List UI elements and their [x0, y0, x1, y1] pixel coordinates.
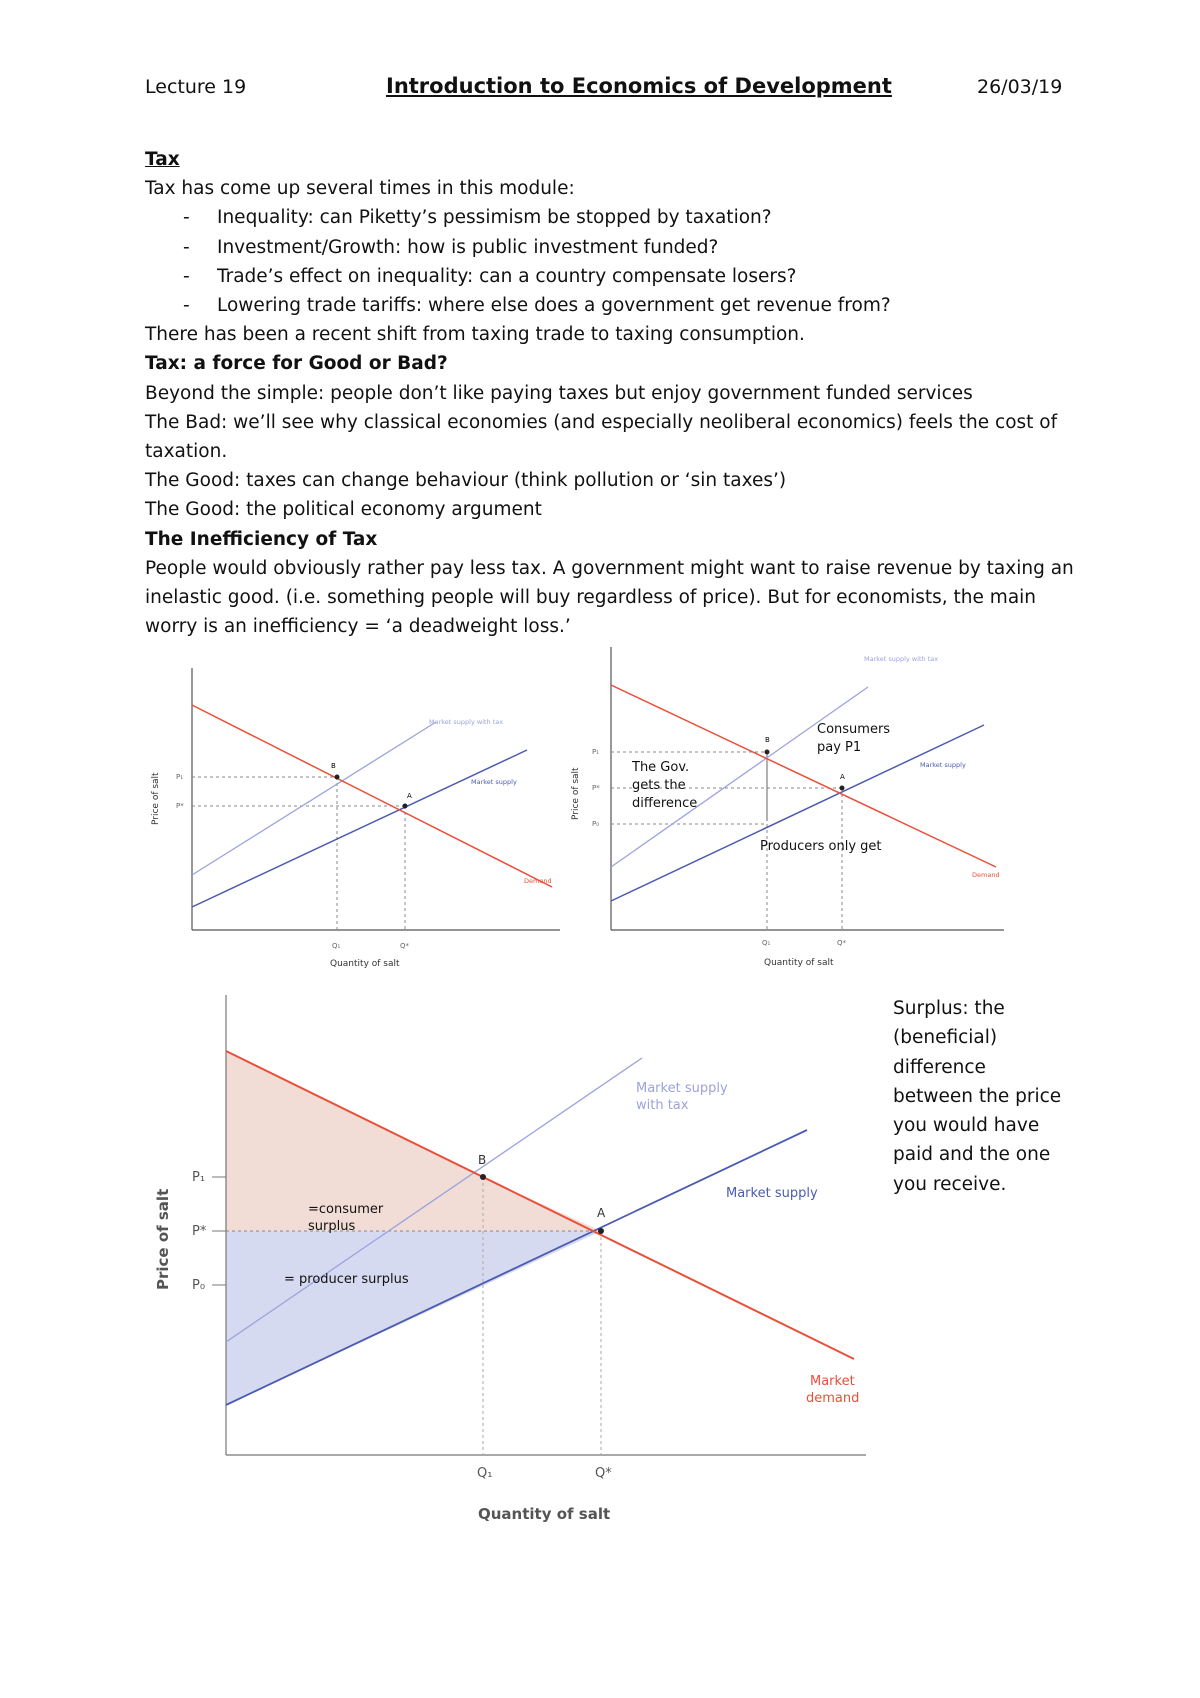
note-producers: Producers only get [760, 839, 882, 854]
point-a [840, 786, 845, 791]
label-q1: Q₁ [332, 942, 341, 950]
label-pstar: P* [176, 802, 184, 810]
section-heading-tax: Tax [145, 149, 180, 170]
bad-line-cont: taxation. [145, 441, 228, 463]
label-demand: Demand [972, 871, 1000, 879]
label-q1: Q₁ [762, 939, 771, 947]
label-b: B [765, 736, 770, 744]
side-note-line: you receive. [893, 1173, 1007, 1195]
label-supply: Market supply [471, 778, 517, 786]
bullet-item: - Inequality: can Piketty’s pessimism be stopped by taxation? [145, 203, 1074, 232]
chart-small-right [564, 645, 1024, 980]
side-note-line: difference [893, 1056, 986, 1078]
paragraph-line: inelastic good. (i.e. something people will buy regardless of price). But for economists, the main [145, 587, 1037, 609]
note-gov-line3: difference [632, 796, 698, 811]
chart-small-left [140, 650, 570, 980]
label-supply: Market supply [920, 761, 966, 769]
good-bad-heading: Tax: a force for Good or Bad? [145, 353, 448, 375]
label-supply: Market supply [726, 1186, 818, 1201]
point-a [598, 1228, 604, 1234]
paragraph-line: People would obviously rather pay less tax. A government might want to raise revenue by taxing an [145, 557, 1074, 579]
beyond-line: Beyond the simple: people don’t like paying taxes but enjoy government funded services [145, 382, 973, 404]
label-supply-tax-line2: with tax [636, 1098, 689, 1113]
good-line: The Good: taxes can change behaviour (think pollution or ‘sin taxes’) [145, 470, 787, 492]
bullet-item: - Investment/Growth: how is public investment funded? [145, 233, 1074, 262]
label-a: A [840, 773, 845, 781]
point-b [480, 1174, 486, 1180]
label-a: A [407, 792, 412, 800]
bullet-list [145, 203, 1074, 320]
consumer-surplus-label-line1: =consumer [308, 1202, 384, 1217]
label-pstar: P* [192, 1224, 207, 1239]
label-demand-line1: Market [810, 1374, 855, 1389]
bullet-item: - Trade’s effect on inequality: can a country compensate losers? [145, 262, 1074, 291]
lecture-number: Lecture 19 [145, 76, 247, 98]
chart-large [140, 995, 900, 1535]
body-text [145, 145, 1074, 641]
lecture-date: 26/03/19 [977, 76, 1063, 98]
good-line: The Good: the political economy argument [145, 499, 542, 521]
label-p0: P₀ [192, 1278, 206, 1293]
label-supply-tax: Market supply with tax [864, 655, 939, 663]
bullet-item: - Lowering trade tariffs: where else does a government get revenue from? [145, 291, 1074, 320]
supply-line [192, 750, 527, 907]
label-demand-line2: demand [806, 1391, 860, 1406]
supply-with-tax-line [192, 722, 436, 875]
y-axis-label: Price of salt [151, 772, 161, 825]
x-axis-label: Quantity of salt [764, 958, 834, 968]
side-note-line: you would have [893, 1115, 1040, 1137]
label-qstar: Q* [400, 942, 410, 950]
label-qstar: Q* [595, 1466, 612, 1481]
label-p1: P₁ [592, 748, 600, 756]
y-axis-label: Price of salt [571, 767, 581, 820]
label-pstar: P* [592, 784, 600, 792]
label-b: B [478, 1153, 487, 1167]
label-qstar: Q* [837, 939, 847, 947]
x-axis-label: Quantity of salt [330, 959, 400, 969]
label-p1: P₁ [176, 773, 184, 781]
paragraph-line: worry is an inefficiency = ‘a deadweight loss.’ [145, 616, 571, 638]
note-consumers-line1: Consumers [817, 722, 891, 737]
label-supply-tax: Market supply with tax [429, 718, 504, 726]
label-a: A [597, 1206, 606, 1220]
label-q1: Q₁ [477, 1466, 493, 1481]
label-b: B [331, 762, 336, 770]
point-b [765, 750, 770, 755]
y-axis-label: Price of salt [154, 1188, 172, 1290]
intro-line: Tax has come up several times in this module: [145, 178, 575, 200]
label-p0: P₀ [592, 820, 600, 828]
side-note-line: (beneficial) [893, 1027, 998, 1049]
producer-surplus-label: = producer surplus [284, 1272, 409, 1287]
label-supply-tax-line1: Market supply [636, 1081, 728, 1096]
note-gov-line1: The Gov. [632, 760, 690, 775]
side-note [893, 994, 1173, 1199]
bad-line: The Bad: we’ll see why classical economies (and especially neoliberal economics) feels the cost of [145, 411, 1058, 433]
point-a [403, 804, 408, 809]
side-note-line: between the price [893, 1085, 1062, 1107]
supply-line [611, 725, 984, 901]
inefficiency-heading: The Inefficiency of Tax [145, 528, 378, 550]
page-title: Introduction to Economics of Development [386, 74, 892, 98]
shift-line: There has been a recent shift from taxing trade to taxing consumption. [145, 324, 805, 346]
demand-line [192, 705, 552, 887]
note-consumers-line2: pay P1 [817, 740, 862, 755]
point-b [335, 775, 340, 780]
consumer-surplus-label-line2: surplus [308, 1219, 356, 1234]
label-p1: P₁ [192, 1170, 206, 1185]
side-note-line: paid and the one [893, 1144, 1051, 1166]
side-note-line: Surplus: the [893, 998, 1005, 1019]
note-gov-line2: gets the [632, 778, 686, 793]
label-demand: Demand [524, 877, 552, 885]
x-axis-label: Quantity of salt [478, 1505, 611, 1523]
